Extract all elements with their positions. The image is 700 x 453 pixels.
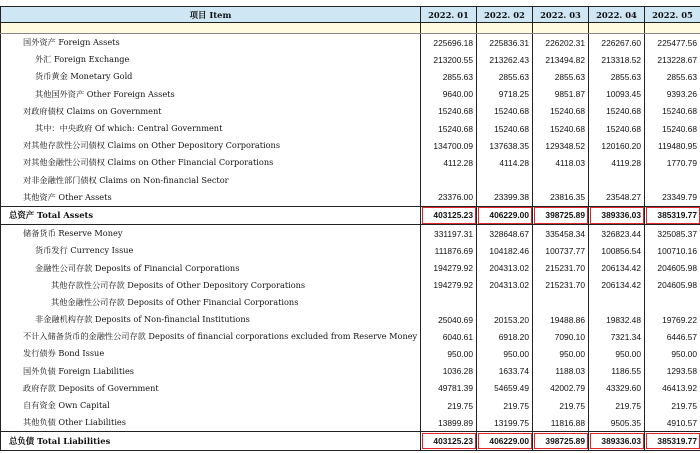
- value-cell: 206134.42: [589, 259, 645, 276]
- table-row: [1, 397, 700, 414]
- total-row: [1, 432, 700, 450]
- value-cell: 206134.42: [589, 277, 645, 294]
- table-row: [1, 154, 700, 171]
- value-cell: 2855.63: [421, 68, 477, 85]
- table-row: [1, 345, 700, 362]
- header-row: [1, 7, 700, 23]
- value-cell: 23399.38: [477, 189, 533, 207]
- value-cell: 194279.92: [421, 259, 477, 276]
- value-cell: 335458.34: [533, 225, 589, 243]
- value-cell: 219.75: [421, 397, 477, 414]
- value-cell: 134700.09: [421, 137, 477, 154]
- table-row: [1, 34, 700, 52]
- value-cell: 219.75: [645, 397, 700, 414]
- row-label: 货币黄金 Monetary Gold: [1, 68, 421, 85]
- value-cell: 15240.68: [421, 120, 477, 137]
- row-label: 货币发行 Currency Issue: [1, 242, 421, 259]
- value-cell: 9505.35: [589, 414, 645, 432]
- value-cell: 46413.92: [645, 380, 700, 397]
- row-label: 非金融机构存款 Deposits of Non-financial Institutions: [1, 311, 421, 328]
- value-cell: 2855.63: [533, 68, 589, 85]
- value-cell: 194279.92: [421, 277, 477, 294]
- value-cell: [421, 172, 477, 189]
- value-cell: 25040.69: [421, 311, 477, 328]
- row-label: 外汇 Foreign Exchange: [1, 51, 421, 68]
- row-label: 其他国外资产 Other Foreign Assets: [1, 86, 421, 103]
- value-cell: 11816.88: [533, 414, 589, 432]
- value-cell: 13899.89: [421, 414, 477, 432]
- value-cell: 950.00: [477, 345, 533, 362]
- row-label: 国外资产 Foreign Assets: [1, 34, 421, 52]
- table-row: [1, 294, 700, 311]
- value-cell: 20153.20: [477, 311, 533, 328]
- value-cell: [533, 172, 589, 189]
- row-label: 其他资产 Other Assets: [1, 189, 421, 207]
- total-label: 总负债 Total Liabilities: [1, 432, 421, 450]
- value-cell: 6446.57: [645, 328, 700, 345]
- value-cell: 9640.00: [421, 86, 477, 103]
- value-cell: 213228.67: [645, 51, 700, 68]
- value-cell: 4112.28: [421, 154, 477, 171]
- value-cell: 225477.56: [645, 34, 700, 52]
- value-cell: 9851.87: [533, 86, 589, 103]
- value-cell: 111876.69: [421, 242, 477, 259]
- table-row: [1, 68, 700, 85]
- value-cell: 7090.10: [533, 328, 589, 345]
- value-cell: 1188.03: [533, 363, 589, 380]
- value-cell: 23548.27: [589, 189, 645, 207]
- table-body: [1, 23, 700, 451]
- table-row: [1, 103, 700, 120]
- value-cell: 9393.26: [645, 86, 700, 103]
- value-cell: [645, 172, 700, 189]
- value-cell: 204313.02: [477, 277, 533, 294]
- value-cell: 9718.25: [477, 86, 533, 103]
- total-label: 总资产 Total Assets: [1, 206, 421, 224]
- value-cell: 104182.46: [477, 242, 533, 259]
- value-cell: 950.00: [421, 345, 477, 362]
- value-cell: 204313.02: [477, 259, 533, 276]
- value-cell: 54659.49: [477, 380, 533, 397]
- value-cell: 120160.20: [589, 137, 645, 154]
- value-cell: 219.75: [533, 397, 589, 414]
- value-cell: 15240.68: [477, 103, 533, 120]
- value-cell: 15240.68: [421, 103, 477, 120]
- value-cell: 213318.52: [589, 51, 645, 68]
- value-cell: 326823.44: [589, 225, 645, 243]
- value-cell: 23816.35: [533, 189, 589, 207]
- row-label: 发行债券 Bond Issue: [1, 345, 421, 362]
- value-cell: 215231.70: [533, 259, 589, 276]
- value-cell: 119480.95: [645, 137, 700, 154]
- value-cell: 6040.61: [421, 328, 477, 345]
- total-row: [1, 206, 700, 224]
- value-cell: 7321.34: [589, 328, 645, 345]
- row-label: 政府存款 Deposits of Government: [1, 380, 421, 397]
- value-cell: 1770.79: [645, 154, 700, 171]
- value-cell: 49781.39: [421, 380, 477, 397]
- value-cell: 213262.43: [477, 51, 533, 68]
- value-cell: [589, 294, 645, 311]
- total-value-cell: 398725.89: [533, 206, 589, 224]
- value-cell: 43329.60: [589, 380, 645, 397]
- column-header-period: 2022. 03: [533, 7, 589, 23]
- table-row: [1, 137, 700, 154]
- value-cell: 204605.98: [645, 259, 700, 276]
- row-label: 对其他金融性公司债权 Claims on Other Financial Corporations: [1, 154, 421, 171]
- value-cell: 328648.67: [477, 225, 533, 243]
- value-cell: [421, 294, 477, 311]
- value-cell: 226202.31: [533, 34, 589, 52]
- value-cell: 2855.63: [589, 68, 645, 85]
- value-cell: 219.75: [589, 397, 645, 414]
- table-row: [1, 242, 700, 259]
- row-label: 其中：中央政府 Of which: Central Government: [1, 120, 421, 137]
- value-cell: 4114.28: [477, 154, 533, 171]
- table-row: [1, 172, 700, 189]
- row-label: 对非金融性部门债权 Claims on Non-financial Sector: [1, 172, 421, 189]
- table-row: [1, 380, 700, 397]
- value-cell: 2855.63: [645, 68, 700, 85]
- value-cell: 4119.28: [589, 154, 645, 171]
- value-cell: 23376.00: [421, 189, 477, 207]
- value-cell: 15240.68: [533, 120, 589, 137]
- value-cell: 325085.37: [645, 225, 700, 243]
- value-cell: 215231.70: [533, 277, 589, 294]
- value-cell: [645, 294, 700, 311]
- total-value-cell: 389336.03: [589, 206, 645, 224]
- value-cell: 42002.79: [533, 380, 589, 397]
- value-cell: 19488.86: [533, 311, 589, 328]
- spacer-row: [1, 23, 700, 34]
- value-cell: 100710.16: [645, 242, 700, 259]
- value-cell: 15240.68: [589, 120, 645, 137]
- value-cell: 4910.57: [645, 414, 700, 432]
- row-label: 金融性公司存款 Deposits of Financial Corporations: [1, 259, 421, 276]
- table-row: [1, 363, 700, 380]
- value-cell: [533, 294, 589, 311]
- total-value-cell: 385319.77: [645, 206, 700, 224]
- table-row: [1, 414, 700, 432]
- column-header-period: 2022. 05: [645, 7, 700, 23]
- data-table: [0, 6, 700, 451]
- value-cell: 225696.18: [421, 34, 477, 52]
- value-cell: 13199.75: [477, 414, 533, 432]
- table-row: [1, 277, 700, 294]
- value-cell: 6918.20: [477, 328, 533, 345]
- value-cell: 4118.03: [533, 154, 589, 171]
- value-cell: 100737.77: [533, 242, 589, 259]
- value-cell: 100856.54: [589, 242, 645, 259]
- value-cell: 213494.82: [533, 51, 589, 68]
- column-header-item: 项目 Item: [1, 7, 421, 23]
- value-cell: [477, 294, 533, 311]
- total-value-cell: 406229.00: [477, 206, 533, 224]
- column-header-period: 2022. 01: [421, 7, 477, 23]
- value-cell: [477, 172, 533, 189]
- value-cell: 15240.68: [589, 103, 645, 120]
- table-row: [1, 51, 700, 68]
- row-label: 对其他存款性公司债权 Claims on Other Depository Corporations: [1, 137, 421, 154]
- total-value-cell: 406229.00: [477, 432, 533, 450]
- value-cell: 23349.79: [645, 189, 700, 207]
- row-label: 其他金融性公司存款 Deposits of Other Financial Corporations: [1, 294, 421, 311]
- column-header-period: 2022. 04: [589, 7, 645, 23]
- table-row: [1, 189, 700, 207]
- table-row: [1, 328, 700, 345]
- total-value-cell: 403125.23: [421, 206, 477, 224]
- value-cell: 204605.98: [645, 277, 700, 294]
- value-cell: 950.00: [533, 345, 589, 362]
- table-row: [1, 259, 700, 276]
- value-cell: 1293.58: [645, 363, 700, 380]
- value-cell: 950.00: [645, 345, 700, 362]
- value-cell: 15240.68: [533, 103, 589, 120]
- value-cell: 10093.45: [589, 86, 645, 103]
- value-cell: 19769.22: [645, 311, 700, 328]
- total-value-cell: 398725.89: [533, 432, 589, 450]
- value-cell: 129348.52: [533, 137, 589, 154]
- row-label: 储备货币 Reserve Money: [1, 225, 421, 243]
- total-value-cell: 389336.03: [589, 432, 645, 450]
- value-cell: 226267.60: [589, 34, 645, 52]
- row-label: 对政府债权 Claims on Government: [1, 103, 421, 120]
- row-label: 国外负债 Foreign Liabilities: [1, 363, 421, 380]
- value-cell: 19832.48: [589, 311, 645, 328]
- value-cell: 950.00: [589, 345, 645, 362]
- value-cell: 331197.31: [421, 225, 477, 243]
- table-row: [1, 120, 700, 137]
- total-value-cell: 403125.23: [421, 432, 477, 450]
- row-label: 其他存款性公司存款 Deposits of Other Depository Corporations: [1, 277, 421, 294]
- value-cell: 15240.68: [645, 103, 700, 120]
- value-cell: 1036.28: [421, 363, 477, 380]
- row-label: 不计入储备货币的金融性公司存款 Deposits of financial corporations excluded from Reserve Money: [1, 328, 421, 345]
- value-cell: 225836.31: [477, 34, 533, 52]
- row-label: 自有资金 Own Capital: [1, 397, 421, 414]
- value-cell: 213200.55: [421, 51, 477, 68]
- value-cell: 137638.35: [477, 137, 533, 154]
- row-label: 其他负债 Other Liabilities: [1, 414, 421, 432]
- value-cell: 1633.74: [477, 363, 533, 380]
- table-row: [1, 225, 700, 243]
- column-header-period: 2022. 02: [477, 7, 533, 23]
- total-value-cell: 385319.77: [645, 432, 700, 450]
- value-cell: [589, 172, 645, 189]
- value-cell: 219.75: [477, 397, 533, 414]
- value-cell: 15240.68: [645, 120, 700, 137]
- value-cell: 1186.55: [589, 363, 645, 380]
- table-row: [1, 86, 700, 103]
- value-cell: 15240.68: [477, 120, 533, 137]
- table-row: [1, 311, 700, 328]
- value-cell: 2855.63: [477, 68, 533, 85]
